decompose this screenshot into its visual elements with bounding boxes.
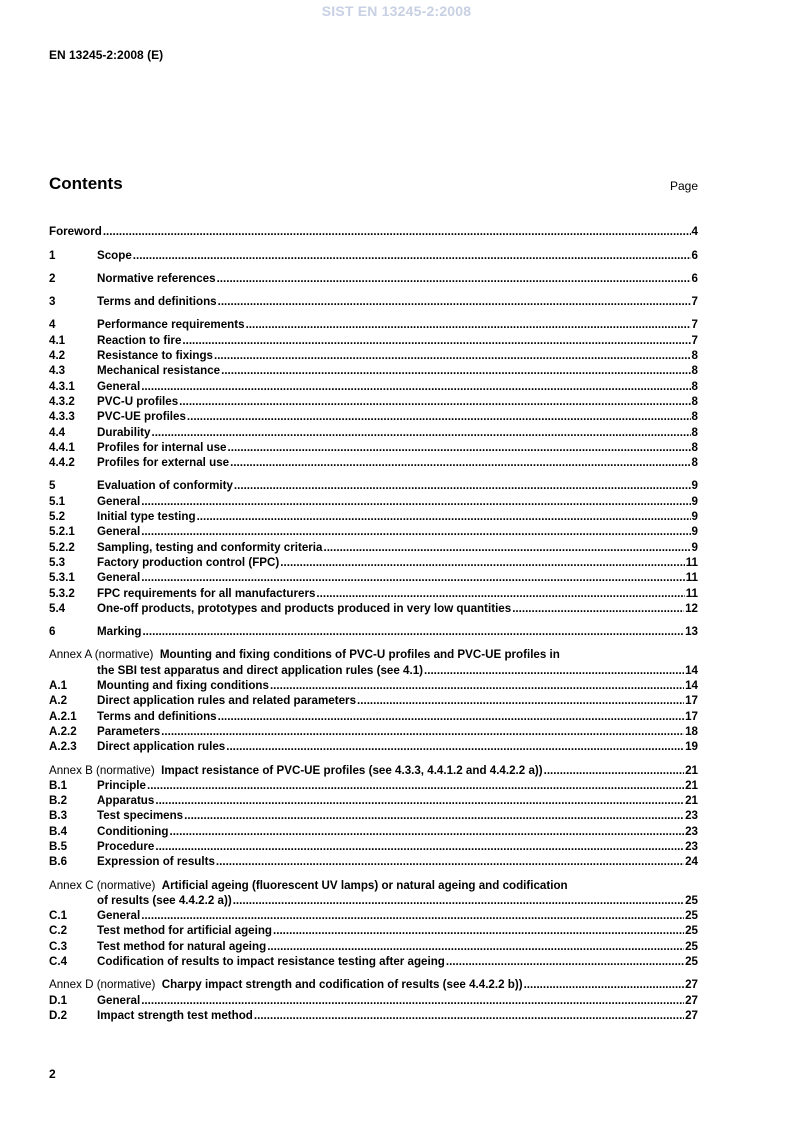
toc-dot-leader — [161, 724, 684, 739]
contents-title: Contents — [49, 174, 123, 193]
toc-dot-leader — [323, 540, 690, 555]
toc-entry-number: A.1 — [49, 679, 68, 693]
toc-dot-leader — [155, 839, 684, 854]
toc-entry-page: 27 — [685, 1008, 698, 1022]
toc-entry-title — [49, 977, 523, 992]
toc-entry-title: Scope — [97, 248, 132, 262]
toc-entry[interactable] — [49, 647, 698, 662]
toc-entry-page: 21 — [685, 794, 698, 808]
toc-entry-number: B.3 — [49, 809, 68, 823]
toc-dot-leader — [267, 939, 684, 954]
toc-annex-title: Impact resistance of PVC-UE profiles (see 4.3.3, 4.4.1.2 and 4.4.2.2 a)) — [161, 763, 543, 777]
toc-entry-page: 8 — [691, 364, 698, 378]
toc-entry-title: Test method for artificial ageing — [97, 924, 273, 938]
toc-entry[interactable] — [49, 678, 698, 693]
toc-entry-title: General — [97, 571, 141, 585]
toc-entry-page: 25 — [685, 893, 698, 907]
toc-entry-title: Parameters — [97, 724, 161, 738]
toc-entry-page: 13 — [685, 625, 698, 639]
toc-entry-title: Test specimens — [97, 809, 184, 823]
toc-entry-title: Resistance to fixings — [97, 349, 213, 363]
toc-entry[interactable] — [49, 693, 698, 708]
toc-entry[interactable] — [49, 954, 698, 969]
toc-entry[interactable] — [49, 739, 698, 754]
toc-entry[interactable] — [49, 440, 698, 455]
toc-entry-page: 24 — [685, 855, 698, 869]
toc-dot-leader — [446, 954, 684, 969]
toc-entry-title: Procedure — [97, 839, 155, 853]
toc-entry[interactable] — [49, 724, 698, 739]
toc-entry-page: 4 — [691, 225, 698, 239]
toc-entry-page: 25 — [685, 939, 698, 953]
toc-entry[interactable] — [49, 854, 698, 869]
toc-entry-page: 17 — [685, 694, 698, 708]
toc-entry-title: Direct application rules and related parameters — [97, 694, 357, 708]
toc-entry-title: FPC requirements for all manufacturers — [97, 586, 316, 600]
toc-entry-number: B.5 — [49, 839, 68, 853]
toc-dot-leader — [221, 363, 690, 378]
toc-dot-leader — [230, 455, 690, 470]
toc-entry-number: 5.1 — [49, 494, 66, 508]
toc-dot-leader — [228, 440, 691, 455]
toc-entry-page: 23 — [685, 839, 698, 853]
toc-entry[interactable] — [49, 778, 698, 793]
toc-entry-title: Foreword — [49, 225, 102, 239]
toc-entry-number: 4.3.2 — [49, 394, 75, 408]
toc-entry-number: B.2 — [49, 794, 68, 808]
toc-dot-leader — [424, 663, 684, 678]
toc-entry[interactable] — [49, 394, 698, 409]
toc-dot-leader — [218, 294, 691, 309]
toc-dot-leader — [217, 271, 691, 286]
toc-entry-title: General — [97, 525, 141, 539]
toc-entry-page: 6 — [691, 248, 698, 262]
toc-dot-leader — [280, 555, 684, 570]
toc-entry-title: Durability — [97, 425, 151, 439]
toc-entry-page: 8 — [691, 440, 698, 454]
toc-entry[interactable] — [49, 585, 698, 600]
toc-entry-title: One-off products, prototypes and products produced in very low quantities — [97, 601, 512, 615]
toc-entry[interactable] — [49, 478, 698, 493]
toc-entry-title: Expression of results — [97, 855, 215, 869]
toc-entry[interactable] — [49, 363, 698, 378]
toc-entry[interactable] — [49, 348, 698, 363]
toc-entry-page: 8 — [691, 394, 698, 408]
toc-entry-page: 8 — [691, 410, 698, 424]
toc-entry-page: 6 — [691, 271, 698, 285]
toc-entry[interactable] — [49, 1008, 698, 1023]
toc-entry-number: 4.4.2 — [49, 456, 75, 470]
toc-entry-number: 4.2 — [49, 349, 66, 363]
toc-dot-leader — [169, 824, 684, 839]
toc-dot-leader — [216, 854, 684, 869]
toc-entry-number: 5.2 — [49, 510, 66, 524]
toc-entry-number: A.2.2 — [49, 724, 77, 738]
toc-dot-leader — [141, 524, 690, 539]
toc-entry[interactable] — [49, 509, 698, 524]
toc-dot-leader — [316, 586, 684, 601]
toc-entry-number: C.3 — [49, 939, 68, 953]
toc-entry-number: 5.3.2 — [49, 586, 75, 600]
toc-dot-leader — [103, 224, 691, 239]
toc-entry-title — [49, 647, 560, 662]
document-header: EN 13245-2:2008 (E) — [49, 48, 164, 62]
toc-entry[interactable] — [49, 977, 698, 992]
toc-entry-number: A.2 — [49, 694, 68, 708]
toc-entry[interactable] — [49, 332, 698, 347]
toc-entry-number: 5.3 — [49, 555, 66, 569]
toc-entry-title: the SBI test apparatus and direct application rules (see 4.1) — [97, 663, 424, 677]
toc-entry-page: 25 — [685, 924, 698, 938]
toc-annex-label: Annex C (normative) — [49, 878, 156, 892]
toc-entry-title: Codification of results to impact resistance testing after ageing — [97, 955, 445, 969]
toc-entry[interactable] — [49, 294, 698, 309]
toc-entry-page: 7 — [691, 333, 698, 347]
toc-entry-number: C.4 — [49, 955, 68, 969]
toc-dot-leader — [254, 1008, 684, 1023]
toc-entry-title — [49, 763, 543, 778]
toc-dot-leader — [141, 494, 690, 509]
toc-entry-page: 14 — [685, 679, 698, 693]
toc-entry-title: Evaluation of conformity — [97, 479, 233, 493]
toc-entry[interactable] — [49, 378, 698, 393]
toc-entry-page: 21 — [685, 763, 698, 777]
toc-entry-number: 4.4.1 — [49, 440, 75, 454]
toc-entry[interactable] — [49, 823, 698, 838]
toc-entry-title: General — [97, 494, 141, 508]
toc-entry[interactable] — [49, 839, 698, 854]
toc-dot-leader — [141, 570, 685, 585]
toc-entry-page: 19 — [685, 740, 698, 754]
toc-entry-page: 25 — [685, 909, 698, 923]
toc-entry[interactable] — [49, 708, 698, 723]
toc-entry[interactable] — [49, 992, 698, 1007]
toc-entry-number: A.2.1 — [49, 709, 77, 723]
toc-entry-title: Profiles for internal use — [97, 440, 227, 454]
toc-entry-title: Impact strength test method — [97, 1008, 253, 1022]
toc-dot-leader — [524, 977, 685, 992]
toc-entry-title: PVC-UE profiles — [97, 410, 186, 424]
toc-dot-leader — [214, 348, 691, 363]
toc-entry-title: PVC-U profiles — [97, 394, 179, 408]
toc-entry-number: A.2.3 — [49, 740, 77, 754]
toc-entry-title: General — [97, 909, 141, 923]
toc-entry-title: Terms and definitions — [97, 295, 217, 309]
toc-dot-leader — [179, 394, 690, 409]
toc-entry-number: 1 — [49, 248, 56, 262]
toc-entry[interactable] — [49, 247, 698, 262]
toc-entry-page: 7 — [691, 295, 698, 309]
toc-dot-leader — [147, 778, 684, 793]
toc-entry-page: 21 — [685, 778, 698, 792]
toc-entry-page: 9 — [691, 479, 698, 493]
toc-entry-number: 5.2.2 — [49, 540, 75, 554]
toc-annex-title: Artificial ageing (fluorescent UV lamps) or natural ageing and codification — [161, 878, 568, 892]
toc-entry-title: Conditioning — [97, 824, 169, 838]
toc-entry[interactable] — [49, 624, 698, 639]
toc-entry-title: Apparatus — [97, 794, 155, 808]
toc-entry-number: B.6 — [49, 855, 68, 869]
toc-entry[interactable] — [49, 923, 698, 938]
toc-entry-title: Direct application rules — [97, 740, 226, 754]
toc-entry[interactable] — [49, 524, 698, 539]
toc-dot-leader — [273, 923, 684, 938]
toc-annex-title: Charpy impact strength and codification of results (see 4.4.2.2 b)) — [161, 978, 523, 992]
toc-entry-page: 11 — [685, 571, 698, 585]
toc-dot-leader — [246, 317, 691, 332]
toc-entry-title: Principle — [97, 778, 146, 792]
toc-entry-title: Mechanical resistance — [97, 364, 221, 378]
toc-entry-page: 8 — [691, 425, 698, 439]
toc-entry-title: of results (see 4.4.2.2 a)) — [97, 893, 232, 907]
toc-entry-title: Marking — [97, 625, 142, 639]
toc-entry-page: 27 — [685, 978, 698, 992]
toc-entry-number: D.1 — [49, 993, 68, 1007]
toc-dot-leader — [133, 248, 691, 263]
toc-entry-title: Mounting and fixing conditions — [97, 679, 269, 693]
toc-entry-title: General — [97, 993, 141, 1007]
page-number: 2 — [49, 1067, 56, 1081]
toc-entry-page: 9 — [691, 510, 698, 524]
toc-entry-page: 11 — [685, 586, 698, 600]
watermark: SIST EN 13245-2:2008 — [321, 3, 472, 19]
toc-entry-number: 5.3.1 — [49, 571, 75, 585]
toc-entry[interactable] — [49, 224, 698, 239]
toc-entry-page: 23 — [685, 809, 698, 823]
toc-dot-leader — [141, 908, 684, 923]
toc-dot-leader — [197, 509, 691, 524]
toc-entry[interactable] — [49, 455, 698, 470]
toc-dot-leader — [233, 893, 684, 908]
toc-dot-leader — [184, 808, 684, 823]
toc-dot-leader — [270, 678, 684, 693]
toc-entry[interactable] — [49, 762, 698, 777]
toc-entry-title: Terms and definitions — [97, 709, 217, 723]
toc-dot-leader — [218, 709, 684, 724]
toc-entry[interactable] — [49, 409, 698, 424]
toc-dot-leader — [142, 624, 684, 639]
toc-entry[interactable] — [49, 539, 698, 554]
toc-entry-title: General — [97, 379, 141, 393]
toc-dot-leader — [234, 478, 691, 493]
toc-entry-page: 11 — [685, 555, 698, 569]
toc-entry-number: 5 — [49, 479, 56, 493]
toc-entry-number: 6 — [49, 625, 56, 639]
toc-entry[interactable] — [49, 570, 698, 585]
toc-entry-page: 9 — [691, 540, 698, 554]
toc-entry-title: Profiles for external use — [97, 456, 230, 470]
toc-entry-number: B.4 — [49, 824, 68, 838]
toc-annex-label: Annex A (normative) — [49, 648, 154, 662]
toc-entry[interactable] — [49, 938, 698, 953]
toc-entry-number: C.1 — [49, 909, 68, 923]
table-of-contents — [49, 224, 698, 1023]
toc-entry[interactable] — [49, 893, 698, 908]
toc-entry-page: 8 — [691, 456, 698, 470]
toc-entry-number: B.1 — [49, 778, 68, 792]
toc-entry[interactable] — [49, 493, 698, 508]
toc-entry-title: Initial type testing — [97, 510, 196, 524]
toc-dot-leader — [512, 601, 684, 616]
toc-entry[interactable] — [49, 908, 698, 923]
toc-entry-title: Test method for natural ageing — [97, 939, 267, 953]
toc-dot-leader — [151, 425, 690, 440]
toc-entry-title — [49, 878, 568, 893]
toc-entry-number: 4.3.3 — [49, 410, 75, 424]
toc-entry[interactable] — [49, 808, 698, 823]
toc-dot-leader — [141, 379, 690, 394]
toc-entry-page: 12 — [685, 601, 698, 615]
toc-entry-page: 25 — [685, 955, 698, 969]
toc-dot-leader — [544, 763, 684, 778]
toc-entry[interactable] — [49, 662, 698, 677]
toc-entry-page: 27 — [685, 993, 698, 1007]
toc-entry-page: 17 — [685, 709, 698, 723]
toc-dot-leader — [226, 739, 684, 754]
toc-entry[interactable] — [49, 793, 698, 808]
toc-entry-number: 4.1 — [49, 333, 66, 347]
toc-entry[interactable] — [49, 601, 698, 616]
toc-entry-number: 3 — [49, 295, 56, 309]
toc-entry-page: 9 — [691, 494, 698, 508]
toc-entry-title: Factory production control (FPC) — [97, 555, 280, 569]
toc-dot-leader — [182, 333, 690, 348]
toc-entry-page: 23 — [685, 824, 698, 838]
toc-entry-page: 8 — [691, 379, 698, 393]
toc-entry-page: 8 — [691, 349, 698, 363]
toc-entry[interactable] — [49, 424, 698, 439]
toc-entry[interactable] — [49, 877, 698, 892]
toc-entry-title: Performance requirements — [97, 318, 245, 332]
toc-entry-number: 2 — [49, 271, 56, 285]
toc-entry-number: 4.3.1 — [49, 379, 75, 393]
toc-dot-leader — [357, 693, 684, 708]
page-column-label: Page — [669, 179, 698, 193]
toc-entry-number: 4.4 — [49, 425, 66, 439]
toc-entry-number: 5.4 — [49, 601, 66, 615]
toc-entry-page: 18 — [685, 724, 698, 738]
toc-entry-number: 4.3 — [49, 364, 66, 378]
toc-annex-label: Annex B (normative) — [49, 763, 155, 777]
toc-dot-leader — [187, 409, 691, 424]
toc-entry-number: 5.2.1 — [49, 525, 75, 539]
toc-entry[interactable] — [49, 555, 698, 570]
toc-dot-leader — [155, 793, 684, 808]
toc-entry-title: Reaction to fire — [97, 333, 182, 347]
toc-entry[interactable] — [49, 317, 698, 332]
toc-entry-page: 14 — [685, 663, 698, 677]
toc-dot-leader — [141, 993, 684, 1008]
toc-entry-title: Sampling, testing and conformity criteria — [97, 540, 323, 554]
toc-entry-title: Normative references — [97, 271, 216, 285]
toc-annex-label: Annex D (normative) — [49, 978, 156, 992]
toc-entry-number: 4 — [49, 318, 56, 332]
toc-entry-page: 7 — [691, 318, 698, 332]
toc-entry-number: C.2 — [49, 924, 68, 938]
toc-entry[interactable] — [49, 271, 698, 286]
toc-annex-title: Mounting and fixing conditions of PVC-U profiles and PVC-UE profiles in — [159, 648, 560, 662]
toc-entry-number: D.2 — [49, 1008, 68, 1022]
toc-entry-page: 9 — [691, 525, 698, 539]
